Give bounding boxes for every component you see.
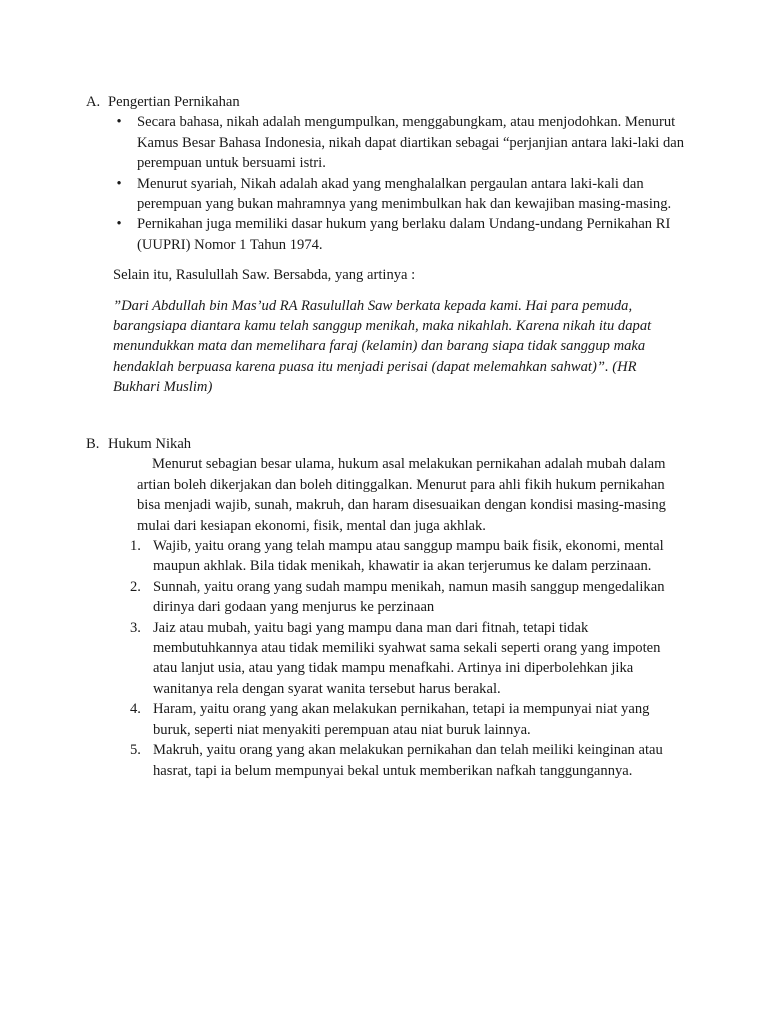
numbered-list xyxy=(86,536,686,781)
section-letter: A. xyxy=(86,94,101,110)
bullet-icon: • xyxy=(116,175,122,192)
list-item-text: Jaiz atau mubah, yaitu bagi yang mampu dana man dari fitnah, tetapi tidak membutuhkannya atau tidak memiliki syahwat sama sekali seperti orang yang impoten atau lanjut usia, atau yang tidak mampu menafkahi. Artinya ini diperbolehkan jika wanitanya rela dengan syarat wanita tersebut harus berakal. xyxy=(153,619,661,697)
item-number: 2. xyxy=(130,578,141,595)
bullet-list xyxy=(86,112,686,255)
intro-paragraph: Menurut sebagian besar ulama, hukum asal melakukan pernikahan adalah mubah dalam artian boleh dikerjakan dan boleh ditinggalkan. Menurut para ahli fikih hukum pernikahan bisa menjadi wajib, sunah, makruh, dan haram disesuaikan dengan kondisi masing-masing mulai dari kesiapan ekonomi, fisik, mental dan juga akhlak. xyxy=(137,456,666,534)
section-heading xyxy=(86,434,686,454)
list-item-text: Menurut syariah, Nikah adalah akad yang menghalalkan pergaulan antara laki-kali dan perempuan yang bukan mahramnya yang menimbulkan hak dan kewajiban masing-masing. xyxy=(137,175,672,213)
bullet-icon: • xyxy=(116,114,122,131)
list-item xyxy=(86,174,686,215)
section-title: Pengertian Pernikahan xyxy=(108,94,240,110)
section-heading xyxy=(86,92,686,112)
list-item xyxy=(86,112,686,173)
list-item xyxy=(86,699,686,740)
item-number: 5. xyxy=(130,742,141,759)
list-item-text: Makruh, yaitu orang yang akan melakukan pernikahan dan telah meiliki keinginan atau hasrat, tapi ia belum mempunyai bekal untuk memberikan nafkah tanggungannya. xyxy=(153,742,663,779)
section-title: Hukum Nikah xyxy=(108,436,192,452)
list-item xyxy=(86,618,686,700)
item-number: 3. xyxy=(130,619,141,636)
item-number: 1. xyxy=(130,538,141,555)
list-item xyxy=(86,536,686,577)
bullet-icon: • xyxy=(116,216,122,233)
list-item xyxy=(86,214,686,255)
hadith-intro: Selain itu, Rasulullah Saw. Bersabda, yang artinya : xyxy=(113,267,416,284)
list-item-text: Secara bahasa, nikah adalah mengumpulkan, menggabungkam, atau menjodohkan. Menurut Kamus Besar Bahasa Indonesia, nikah dapat diartikan sebagai “perjanjian antara laki-laki dan perempuan untuk bersuami istri. xyxy=(137,114,685,172)
list-item-text: Pernikahan juga memiliki dasar hukum yang berlaku dalam Undang-undang Pernikahan RI (UUPRI) Nomor 1 Tahun 1974. xyxy=(137,216,671,253)
list-item-text: Sunnah, yaitu orang yang sudah mampu menikah, namun masih sanggup mengedalikan dirinya dari godaan yang menjurus ke perzinaan xyxy=(153,578,665,616)
list-item xyxy=(86,740,686,781)
list-item-text: Wajib, yaitu orang yang telah mampu atau sanggup mampu baik fisik, ekonomi, mental maupun akhlak. Bila tidak menikah, khawatir ia akan terjerumus ke dalam perzinaan. xyxy=(153,538,664,575)
list-item xyxy=(86,577,686,618)
hadith-quote: ”Dari Abdullah bin Mas’ud RA Rasulullah Saw berkata kepada kami. Hai para pemuda, barangsiapa diantara kamu telah sanggup menikah, maka nikahlah. Karena nikah itu dapat menundukkan mata dan memelihara faraj (kelamin) dan barang siapa tidak sanggup maka hendaklah berpuasa karena puasa itu menjadi perisai (dapat melemahkan sahwat)”. (HR Bukhari Muslim) xyxy=(113,297,652,396)
section-letter: B. xyxy=(86,436,100,452)
section-hukum-nikah xyxy=(86,434,686,781)
item-number: 4. xyxy=(130,701,141,718)
list-item-text: Haram, yaitu orang yang akan melakukan pernikahan, tetapi ia mempunyai niat yang buruk, seperti niat menyakiti perempuan atau niat buruk lainnya. xyxy=(153,701,650,738)
section-pengertian-pernikahan xyxy=(86,92,686,398)
